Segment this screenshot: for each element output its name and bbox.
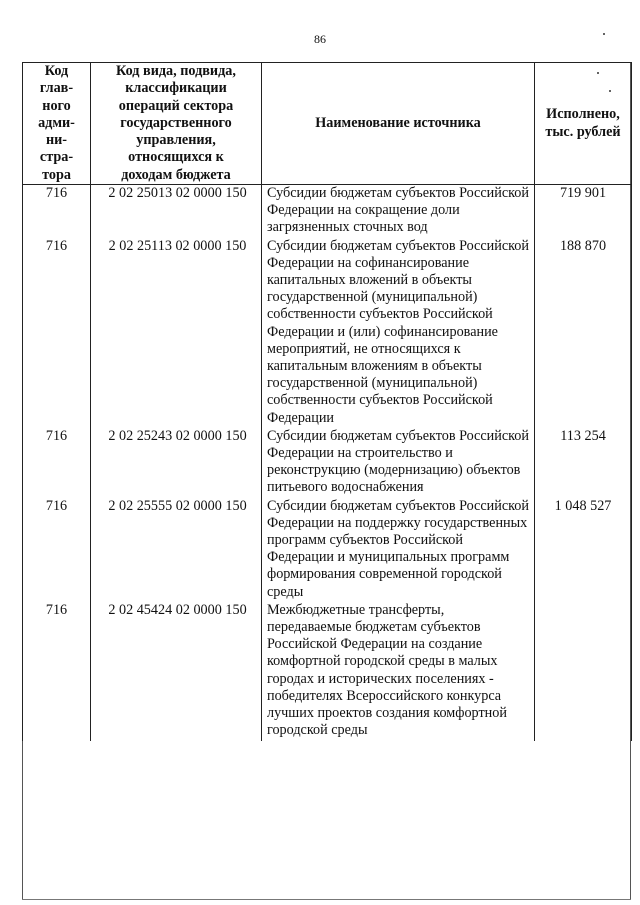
- source-name-cell: Субсидии бюджетам субъектов Российской Федерации на поддержку государственных программ субъектов Российской Федерации и муниципальных программ формирования современной городской среды: [262, 498, 535, 602]
- page-number: 86: [314, 32, 326, 46]
- header-admin-code: Код глав- ного адми- ни- стра- тора: [23, 63, 91, 185]
- source-name-cell: Межбюджетные трансферты, передаваемые бюджетам субъектов Российской Федерации на создание комфортной городской среды в малых городах и исторических поселениях - победителях Всероссийского конкурса лучших проектов создания комфортной городской среды: [262, 602, 535, 741]
- classification-code-cell: 2 02 45424 02 0000 150: [91, 602, 262, 741]
- amount-cell: 1 048 527: [535, 498, 632, 602]
- page-frame-bottom: [22, 899, 631, 900]
- header-executed: Исполнено, тыс. рублей: [535, 63, 632, 185]
- revenue-sources-table: [22, 62, 632, 741]
- table-row: [23, 185, 632, 238]
- header-source-name: Наименование источника: [262, 63, 535, 185]
- admin-code-cell: 716: [23, 498, 91, 602]
- header-classification-code: Код вида, подвида, классификации операций сектора государственного управления, относящихся к доходам бюджета: [91, 63, 262, 185]
- admin-code-cell: 716: [23, 428, 91, 498]
- source-name-cell: Субсидии бюджетам субъектов Российской Федерации на сокращение доли загрязненных сточных вод: [262, 185, 535, 238]
- amount-cell: 113 254: [535, 428, 632, 498]
- table-row: [23, 428, 632, 498]
- admin-code-cell: 716: [23, 185, 91, 238]
- table-row: [23, 498, 632, 602]
- table-row: [23, 238, 632, 428]
- admin-code-cell: 716: [23, 238, 91, 428]
- source-name-cell: Субсидии бюджетам субъектов Российской Федерации на строительство и реконструкцию (модернизацию) объектов питьевого водоснабжения: [262, 428, 535, 498]
- classification-code-cell: 2 02 25555 02 0000 150: [91, 498, 262, 602]
- amount-cell: [535, 602, 632, 741]
- table-row: [23, 602, 632, 741]
- scan-speck: [603, 33, 605, 35]
- table-body: [23, 185, 632, 741]
- classification-code-cell: 2 02 25113 02 0000 150: [91, 238, 262, 428]
- source-name-cell: Субсидии бюджетам субъектов Российской Федерации на софинансирование капитальных вложений в объекты государственной (муниципальной) собственности субъектов Российской Федерации и (или) софинансирование мероприятий, не относящихся к капитальным вложениям в объекты государственной (муниципальной) собственности субъектов Российской Федерации: [262, 238, 535, 428]
- amount-cell: 719 901: [535, 185, 632, 238]
- amount-cell: 188 870: [535, 238, 632, 428]
- classification-code-cell: 2 02 25013 02 0000 150: [91, 185, 262, 238]
- table-header-row: [23, 63, 632, 185]
- classification-code-cell: 2 02 25243 02 0000 150: [91, 428, 262, 498]
- admin-code-cell: 716: [23, 602, 91, 741]
